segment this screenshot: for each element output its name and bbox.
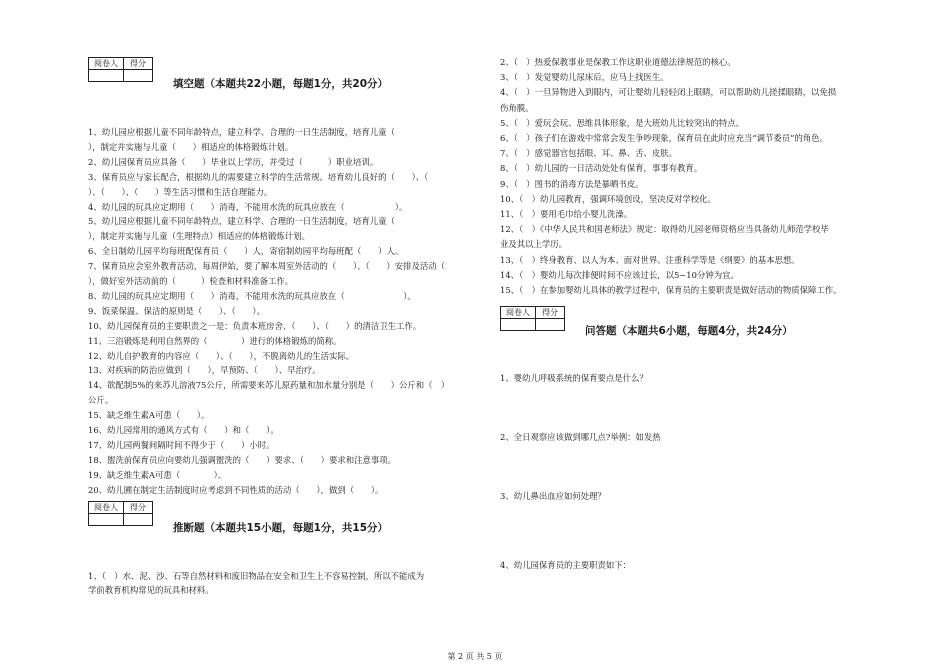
- question-line: 16、幼儿园常用的通风方式有（ ）和（ ）。: [88, 425, 279, 435]
- question-line: 2、幼儿园保育员应具备（ ）毕业以上学历，并受过（ ）职业培训。: [88, 156, 379, 167]
- reviewer-label: 阅卷人: [501, 307, 536, 319]
- question-line: ），制定并实施与儿童（ ）相适应的体格锻炼计划。: [88, 141, 294, 152]
- question-line: 学前教育机构常见的玩具和材料。: [88, 585, 214, 596]
- question-line: 3、（ ）发觉婴幼儿尿床后，应马上找医生。: [500, 72, 669, 83]
- qa-question: 3、幼儿鼻出血应如何处理？: [500, 491, 606, 501]
- question-line: 7、（ ）感觉器官包括眼、耳、鼻、舌、皮肤。: [500, 148, 678, 159]
- question-line: 5、幼儿园应根据儿童不同年龄特点，建立科学、合理的一日生活制度，培育儿童（: [88, 216, 395, 227]
- reviewer-label: 阅卷人: [89, 58, 124, 70]
- qa-question: 4、幼儿园保育员的主要职责如下：: [500, 560, 631, 570]
- question-line: 3、保育员应与家长配合，根据幼儿的需要建立科学的生活常规。培育幼儿良好的（ ）、（: [88, 171, 429, 182]
- question-line: 7、保育员应会室外教育活动，每周伊始，要了解本周室外活动的（ ）、（ ）安排及活动（: [88, 261, 446, 272]
- question-line: 12、幼儿自护教育的内容应（ ）、（ ），不脱离幼儿的生活实际。: [88, 350, 355, 361]
- question-line: 公斤。: [88, 395, 114, 406]
- score-table-qa: [500, 306, 565, 331]
- question-line: 5、（ ）爱玩会玩、思维具体形象，是大班幼儿比较突出的特点。: [500, 117, 745, 128]
- score-cell[interactable]: [124, 70, 153, 82]
- question-line: 13、对疾病的防治应做到（ ），早预防、（ ）、早治疗。: [88, 365, 321, 376]
- qa-question: 2、全日观察应该做到哪几点?举例：如发热: [500, 432, 661, 442]
- question-line: 1、（ ）水、泥、沙、石等自然材料和废旧物品在安全和卫生上不容易控制，所以不能成为: [88, 571, 425, 581]
- question-line: 伤角膜。: [500, 102, 534, 113]
- question-line: ），做好室外活动前的（ ）检查和材料准备工作。: [88, 276, 294, 286]
- question-line: 14、欲配制5%的来苏儿溶液75公斤，所需要来苏儿原药量和加水量分别是（ ）公斤和（ ）: [88, 380, 450, 391]
- score-label: 得分: [124, 502, 153, 514]
- score-table-judge: [88, 501, 153, 526]
- question-line: 12、（ ）《中华人民共和国老师法》规定：取得幼儿园老师资格应当具备幼儿师范学校毕: [500, 224, 829, 235]
- question-line: 11、三浴锻炼是利用自然界的（ ）进行的体格锻炼的简称。: [88, 335, 342, 346]
- question-line: 13、（ ）终身教育、以人为本、面对世界、注重科学等是《纲要》的基本思想。: [500, 254, 800, 265]
- page-footer: 第 2 页 共 5 页: [447, 652, 503, 661]
- question-line: 15、（ ）在参加婴幼儿具体的教学过程中，保育员的主要职责是做好活动的物质保障工作。: [500, 285, 842, 295]
- question-line: 6、全日制幼儿园平均每班配保育员（ ）人，寄宿制幼园平均每班配（ ）人。: [88, 246, 404, 257]
- score-label: 得分: [124, 58, 153, 70]
- reviewer-cell[interactable]: [501, 319, 536, 331]
- question-line: 10、幼儿园保育员的主要职责之一是：负责本班房舍、（ ）、（ ）的清洁卫生工作。: [88, 320, 422, 331]
- question-line: 8、（ ）幼儿园的一日活动处处有保育，事事有教育。: [500, 163, 703, 174]
- question-line: 业及其以上学历。: [500, 239, 567, 250]
- score-cell[interactable]: [124, 514, 153, 526]
- qa-section-title: 问答题（本题共6小题，每题4分，共24分）: [585, 325, 793, 337]
- question-line: 9、饭菜保温、保洁的原则是（ ）、（ ）。: [88, 305, 265, 316]
- judge-section-title: 推断题（本题共15小题，每题1分，共15分）: [173, 522, 389, 534]
- question-line: 6、（ ）孩子们在游戏中常常会发生争吵现象，保育员在此时应充当“调节委员”的角色。: [500, 133, 828, 143]
- reviewer-cell[interactable]: [89, 514, 124, 526]
- question-line: 20、幼儿圃在制定生活制度时应考虑到不同性质的活动（ ），做到（ ）。: [88, 484, 384, 495]
- reviewer-cell[interactable]: [89, 70, 124, 82]
- qa-question: 1、婴幼儿呼吸系统的保育要点是什么？: [500, 373, 648, 383]
- question-line: 11、（ ）要用毛巾给小婴儿洗澡。: [500, 209, 633, 219]
- question-line: 15、缺乏维生素A可患（ ）。: [88, 410, 210, 421]
- score-label: 得分: [536, 307, 565, 319]
- question-line: 14、（ ）婴幼儿每次排便时间不应该过长，以5~10分钟为宜。: [500, 269, 739, 280]
- fill-in-section-title: 填空题（本题共22小题，每题1分，共20分）: [173, 78, 389, 90]
- score-cell[interactable]: [536, 319, 565, 331]
- question-line: 19、缺乏维生素A可患（ ）。: [88, 469, 227, 480]
- question-line: 8、幼儿园的玩具应定期用（ ）消毒，不能用水洗的玩具应放在（ ）。: [88, 290, 416, 301]
- question-line: 10、（ ）幼儿园教育，强调环境创设，坚决反对学校化。: [500, 193, 716, 204]
- score-table-fill-in: [88, 57, 153, 82]
- reviewer-label: 阅卷人: [89, 502, 124, 514]
- question-line: 2、（ ）热爱保教事业是保教工作这职业道德法律规范的核心。: [500, 57, 736, 67]
- question-line: 9、（ ）图书的消毒方法是暴晒书皮。: [500, 178, 644, 189]
- question-line: 4、幼儿园的玩具应定期用（ ）消毒，不能用水洗的玩具应放在（ ）。: [88, 201, 408, 212]
- question-line: 18、盥洗前保育员应向要幼儿强调盥洗的（ ）要求、（ ）要求和注意事项。: [88, 454, 396, 465]
- question-line: ），制定并实施与儿童（生理特点）相适应的体格锻炼计划。: [88, 231, 310, 242]
- question-line: 17、幼儿园两餐间隔时间不得少于（ ）小时。: [88, 439, 275, 450]
- question-line: 1、幼儿园应根据儿童不同年龄特点，建立科学、合理的一日生活制度，培育儿童（: [88, 127, 395, 137]
- question-line: 4、（ ）一旦异物进入到眼内，可让婴幼儿轻轻闭上眼睛，可以帮助幼儿搓揉眼睛，以免损: [500, 87, 837, 98]
- question-line: ）、（ ）、（ ）等生活习惯和生活自理能力。: [88, 186, 273, 197]
